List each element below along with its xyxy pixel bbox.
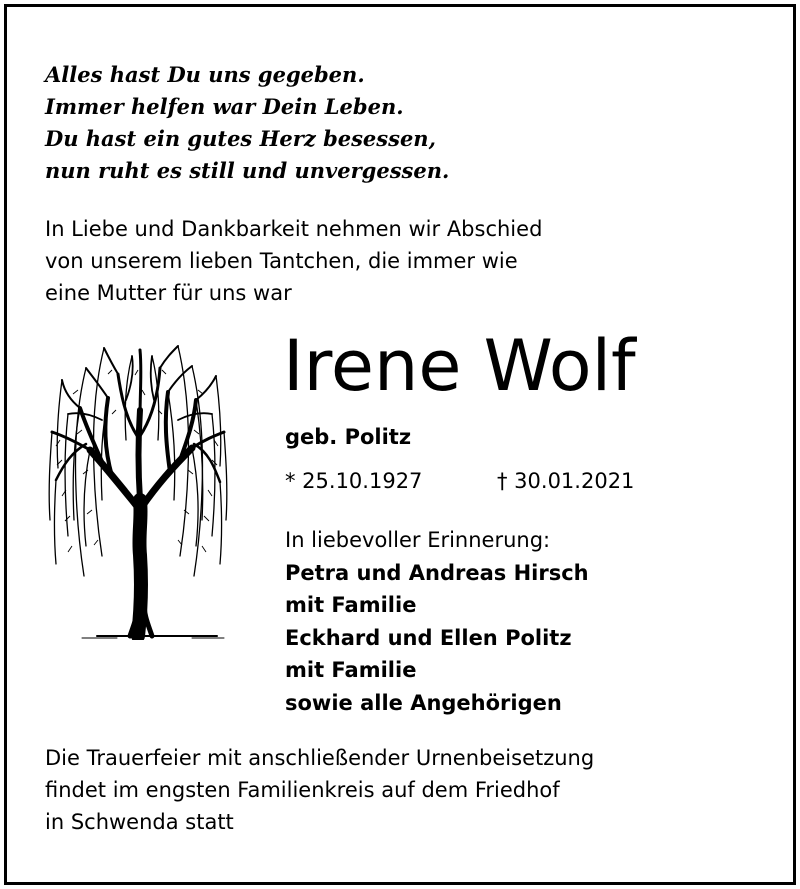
birth-name: geb. Politz — [285, 425, 412, 449]
ceremony-line: findet im engsten Familienkreis auf dem Friedhof — [45, 778, 560, 802]
poem-line: Alles hast Du uns gegeben. — [45, 62, 365, 87]
ceremony-line: in Schwenda statt — [45, 810, 234, 834]
death-date: † 30.01.2021 — [497, 469, 635, 493]
intro-line: von unserem lieben Tantchen, die immer wie — [45, 249, 518, 273]
mourners-block — [285, 524, 589, 719]
poem — [45, 59, 449, 187]
mourner-line: mit Familie — [285, 658, 417, 682]
ceremony-info — [45, 742, 594, 838]
mourners-heading: In liebevoller Erinnerung: — [285, 528, 551, 552]
ceremony-line: Die Trauerfeier mit anschließender Urnenbeisetzung — [45, 746, 595, 770]
intro-line: In Liebe und Dankbarkeit nehmen wir Abschied — [45, 217, 543, 241]
poem-line: Immer helfen war Dein Leben. — [45, 94, 404, 119]
mourner-line: Petra und Andreas Hirsch — [285, 560, 589, 585]
poem-line: Du hast ein gutes Herz besessen, — [45, 126, 436, 151]
mourner-line: mit Familie — [285, 593, 417, 617]
birth-date: * 25.10.1927 — [285, 469, 423, 493]
intro-line: eine Mutter für uns war — [45, 281, 292, 305]
weeping-willow-tree-icon — [42, 340, 232, 640]
poem-line: nun ruht es still und unvergessen. — [45, 158, 450, 183]
intro-text — [45, 213, 542, 309]
mourner-line: Eckhard und Ellen Politz — [285, 625, 572, 650]
deceased-name: Irene Wolf — [283, 325, 636, 407]
mourner-line: sowie alle Angehörigen — [285, 690, 562, 715]
